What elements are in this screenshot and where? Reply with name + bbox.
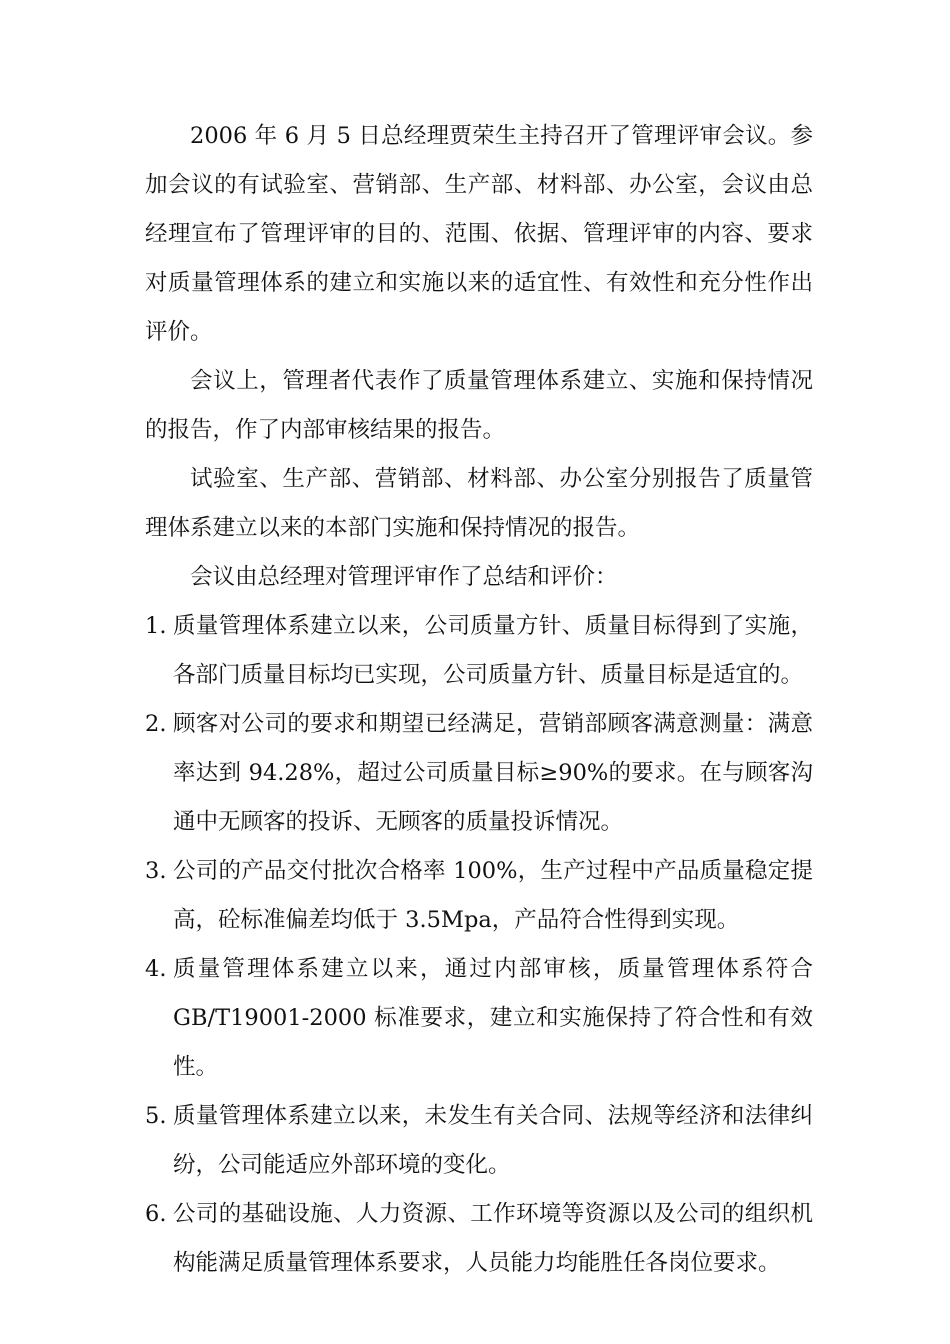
list-item-number: 2. [145, 711, 167, 737]
list-item [145, 700, 813, 847]
list-item-number: 3. [145, 858, 167, 884]
list-item-number: 6. [145, 1201, 167, 1227]
list-item [145, 1190, 813, 1288]
list-item-number: 5. [145, 1103, 167, 1129]
list-item-text: 公司的基础设施、人力资源、工作环境等资源以及公司的组织机构能满足质量管理体系要求，人员能力均能胜任各岗位要求。 [173, 1201, 813, 1276]
document-body [145, 112, 813, 1288]
list-item-text: 质量管理体系建立以来，通过内部审核，质量管理体系符合GB/T19001-2000 标准要求，建立和实施保持了符合性和有效性。 [173, 956, 813, 1080]
list-item-text: 顾客对公司的要求和期望已经满足，营销部顾客满意测量：满意率达到 94.28%，超过公司质量目标≥90%的要求。在与顾客沟通中无顾客的投诉、无顾客的质量投诉情况。 [173, 711, 813, 835]
list-item-number: 1. [145, 613, 167, 639]
list-item-text: 质量管理体系建立以来，公司质量方针、质量目标得到了实施，各部门质量目标均已实现，公司质量方针、质量目标是适宜的。 [173, 613, 813, 688]
list-item [145, 1092, 813, 1190]
list-item [145, 847, 813, 945]
list-item [145, 945, 813, 1092]
paragraph-management-report: 会议上，管理者代表作了质量管理体系建立、实施和保持情况的报告，作了内部审核结果的报告。 [145, 368, 813, 443]
list-item-text: 质量管理体系建立以来，未发生有关合同、法规等经济和法律纠纷，公司能适应外部环境的变化。 [173, 1103, 813, 1178]
list-item-number: 4. [145, 956, 167, 982]
list-item [145, 602, 813, 700]
paragraph-meeting-intro: 2006 年 6 月 5 日总经理贾荣生主持召开了管理评审会议。参加会议的有试验室、营销部、生产部、材料部、办公室，会议由总经理宣布了管理评审的目的、范围、依据、管理评审的内容、要求对质量管理体系的建立和实施以来的适宜性、有效性和充分性作出评价。 [145, 123, 813, 345]
paragraph-department-reports: 试验室、生产部、营销部、材料部、办公室分别报告了质量管理体系建立以来的本部门实施和保持情况的报告。 [145, 466, 813, 541]
paragraph-summary-heading: 会议由总经理对管理评审作了总结和评价： [190, 564, 618, 590]
list-item-text: 公司的产品交付批次合格率 100%，生产过程中产品质量稳定提高，砼标准偏差均低于 3.5Mpa，产品符合性得到实现。 [173, 858, 813, 933]
conclusion-list [145, 602, 813, 1288]
